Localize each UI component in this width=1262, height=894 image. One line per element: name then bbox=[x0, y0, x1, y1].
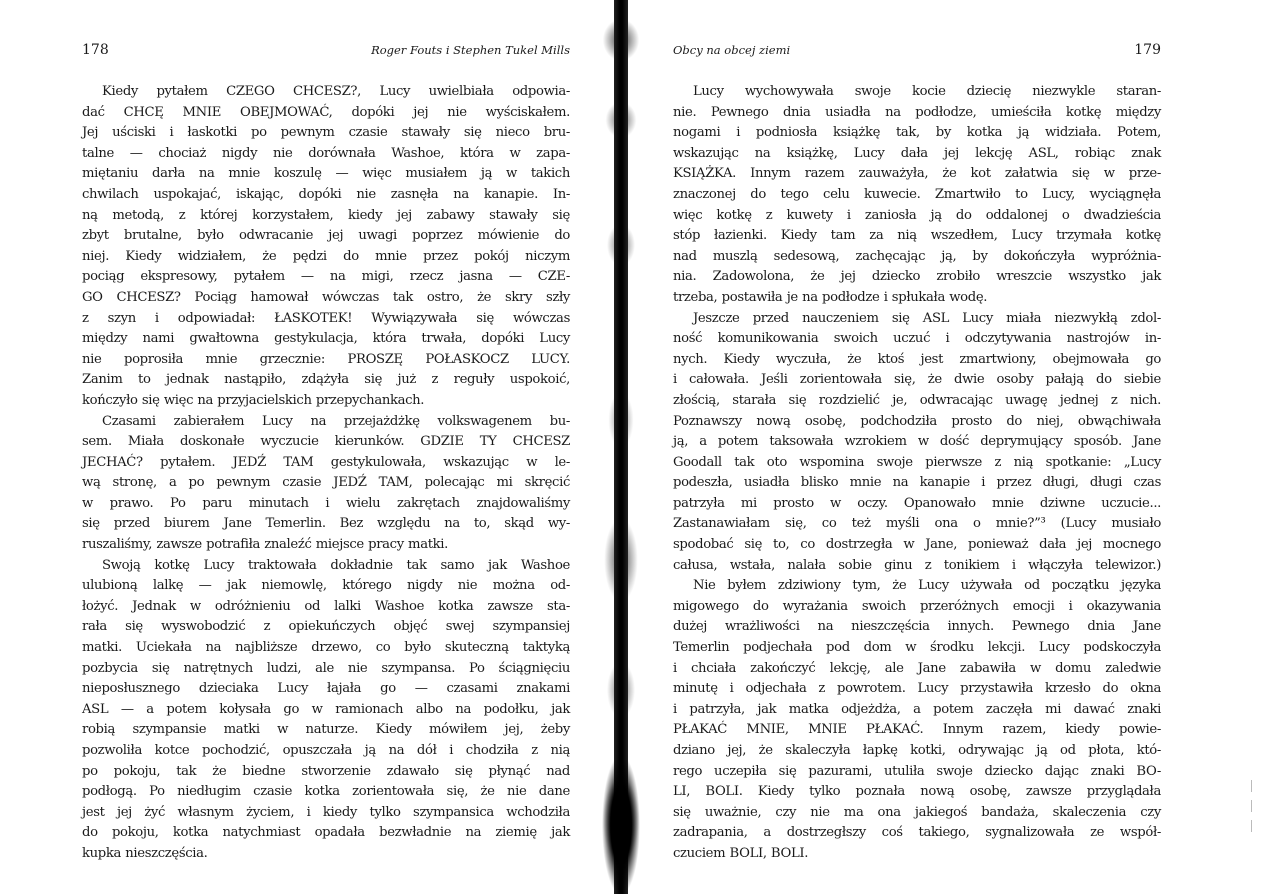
text-line: się przed biurem Jane Temerlin. Bez względu na to, skąd wy- bbox=[82, 516, 570, 532]
text-line: się uważnie, czy nie ma ona jakiegoś bandaża, skaleczenia czy bbox=[673, 804, 1161, 820]
text-line: Lucy wychowywała swoje kocie dziecię niezwykle staran- bbox=[693, 84, 1161, 99]
text-line: ulubioną lalkę — jak niemowlę, którego nigdy nie można od- bbox=[82, 578, 570, 594]
text-line: ją, a potem taksowała wzrokiem w dość deprymujący sposób. Jane bbox=[673, 434, 1161, 450]
book-spine-shadow bbox=[590, 0, 652, 894]
text-line: GO CHCESZ? Pociąg hamował wówczas tak ostro, że skry szły bbox=[82, 289, 570, 305]
text-line: nie. Pewnego dnia usiadła na podłodze, umieściła kotkę między bbox=[673, 104, 1161, 120]
text-line: dziano jej, że skaleczyła łapkę kotki, odrywając ją od płota, któ- bbox=[673, 743, 1161, 758]
text-line: i patrzyła, jak matka odjeżdża, a potem zaczęła mi dawać znaki bbox=[673, 701, 1161, 717]
text-line: zbyt brutalne, było odwracanie jej uwagi poprzez mówienie do bbox=[82, 228, 570, 244]
text-line: Poznawszy nową osobę, podchodziła prosto do niej, obwąchiwała bbox=[673, 413, 1161, 429]
text-line: znaczonej do tego celu kuwecie. Zmartwiło to Lucy, wyciągnęła bbox=[673, 186, 1161, 202]
text-line: ność komunikowania swoich uczuć i odczytywania nastrojów in- bbox=[673, 331, 1161, 347]
text-line: nia. Zadowolona, że jej dziecko zrobiło wreszcie wszystko jak bbox=[673, 269, 1161, 285]
text-line: stóp łazienki. Kiedy tam za nią wszedłem, Lucy trzymała kotkę bbox=[673, 228, 1161, 244]
text-line: Jeszcze przed nauczeniem się ASL Lucy miała niezwykłą zdol- bbox=[693, 310, 1161, 326]
text-line: Goodall tak oto wspomina swoje pierwsze z nią spotkanie: „Lucy bbox=[673, 454, 1161, 470]
body-text bbox=[82, 82, 570, 865]
text-line: Czasami zabierałem Lucy na przejażdżkę volkswagenem bu- bbox=[102, 413, 570, 429]
scan-edge-mark bbox=[1251, 780, 1252, 792]
text-line: niej. Kiedy widziałem, że pędzi do mnie przez pokój niczym bbox=[82, 248, 570, 264]
text-line: zadrapania, a dostrzegłszy coś takiego, sygnalizowała ze współ- bbox=[673, 825, 1161, 841]
text-line: nad muszlą sedesową, zachęcając ją, by dokończyła wypróżnia- bbox=[673, 248, 1161, 264]
text-line: migowego do wyrażania swoich przeróżnych emocji i okazywania bbox=[673, 598, 1161, 614]
text-line: dać CHCĘ MNIE OBEJMOWAĆ, dopóki jej nie wyściskałem. bbox=[82, 104, 570, 120]
text-line: chwilach uspokajać, iskając, dopóki nie zasnęła na kanapie. In- bbox=[82, 186, 570, 202]
text-line: rego uczepiła się pazurami, utuliła swoje dziecko dając znaki BO- bbox=[673, 763, 1161, 779]
text-line: Swoją kotkę Lucy traktowała dokładnie tak samo jak Washoe bbox=[102, 557, 570, 573]
text-line: Jej uściski i łaskotki po pewnym czasie stawały się nieco bru- bbox=[82, 125, 570, 141]
text-line: ną metodą, z której korzystałem, kiedy jej zabawy stawały się bbox=[82, 207, 570, 223]
running-head bbox=[82, 42, 570, 62]
spine-bottom-shadow bbox=[602, 760, 640, 890]
text-line: JECHAĆ? pytałem. JEDŹ TAM gestykulowała, wskazując w le- bbox=[82, 454, 570, 470]
text-line: łożyć. Jednak w odróżnieniu od lalki Washoe kotka zawsze sta- bbox=[82, 598, 570, 614]
text-line: złością, starała się rozdzielić je, odwracając uwagę jednej z nich. bbox=[673, 392, 1161, 408]
text-line: miętaniu darła na mnie koszulę — więc musiałem ją w takich bbox=[82, 166, 570, 182]
text-line: podeszła, usiadła blisko mnie na kanapie i przez długi, długi czas bbox=[673, 475, 1161, 491]
text-line: kończyło się więc na przyjacielskich przepychankach. bbox=[82, 392, 425, 408]
text-line: jest jej żyć własnym życiem, i kiedy tylko szympansica wchodziła bbox=[82, 804, 570, 820]
text-line: i chciała zakończyć lekcję, ale Jane zabawiła w domu zaledwie bbox=[673, 660, 1161, 676]
page-number: 178 bbox=[82, 42, 109, 58]
left-page bbox=[82, 0, 570, 894]
text-line: w prawo. Po paru minutach i wielu zakrętach znajdowaliśmy bbox=[82, 495, 570, 511]
text-line: nych. Kiedy wyczuła, że ktoś jest zmartwiony, obejmowała go bbox=[673, 351, 1161, 367]
text-line: nieposłusznego dzieciaka Lucy łajała go — czasami znakami bbox=[82, 681, 570, 697]
text-line: Zastanawiałam się, co też myśli ona o mnie?”³ (Lucy musiało bbox=[673, 516, 1161, 532]
text-line: pociąg ekspresowy, pytałem — na migi, rzecz jasna — CZE- bbox=[82, 269, 570, 285]
text-line: Nie byłem zdziwiony tym, że Lucy używała od początku języka bbox=[693, 578, 1161, 594]
text-line: nie poprosiła mnie grzecznie: PROSZĘ POŁASKOCZ LUCY. bbox=[82, 351, 570, 367]
text-line: między nami gwałtowna gestykulacja, która trwała, dopóki Lucy bbox=[82, 331, 570, 347]
text-line: do pokoju, kotka natychmiast opadała bezwładnie na ziemię jak bbox=[82, 825, 570, 841]
text-line: Temerlin podjechała pod dom w środku lekcji. Lucy podskoczyła bbox=[673, 640, 1161, 656]
text-line: nogami i podniosła książkę tak, by kotka ją widziała. Potem, bbox=[673, 125, 1161, 141]
text-line: KSIĄŻKA. Innym razem zauważyła, że kot załatwia się w prze- bbox=[673, 166, 1161, 182]
text-line: ASL — a potem kołysała go w ramionach albo na podołku, jak bbox=[82, 701, 570, 717]
text-line: pozwoliła kotce pochodzić, opuszczała ją na dół i chodziła z nią bbox=[82, 743, 570, 758]
text-line: podłogą. Po niedługim czasie kotka zorientowała się, że nie dane bbox=[82, 784, 570, 800]
text-line: robią szympansie matki w naturze. Kiedy mówiłem jej, żeby bbox=[82, 722, 570, 738]
scan-edge-mark bbox=[1251, 800, 1252, 812]
page-number: 179 bbox=[1134, 42, 1161, 58]
text-line: czuciem BOLI, BOLI. bbox=[673, 845, 809, 861]
text-line: talne — chociaż nigdy nie dorównała Washoe, która w zapa- bbox=[82, 145, 570, 161]
text-line: po pokoju, tak że biedne stworzenie zdawało się płynąć nad bbox=[82, 763, 570, 779]
text-line: całusa, wstała, nalała sobie ginu z tonikiem i włączyła telewizor.) bbox=[673, 557, 1161, 573]
running-head-title: Roger Fouts i Stephen Tukel Mills bbox=[371, 43, 570, 57]
running-head-title: Obcy na obcej ziemi bbox=[673, 43, 791, 57]
text-line: trzeba, postawiła je na podłodze i spłukała wodę. bbox=[673, 289, 988, 305]
text-line: LI, BOLI. Kiedy tylko poznała nową osobę, zawsze przyglądała bbox=[673, 784, 1161, 800]
text-line: spodobać się to, co dostrzegła w Jane, ponieważ dała jej mocnego bbox=[673, 537, 1161, 553]
text-line: kupka nieszczęścia. bbox=[82, 845, 208, 861]
text-line: wą stronę, a po pewnym czasie JEDŹ TAM, polecając mi skręcić bbox=[82, 475, 570, 491]
right-page bbox=[673, 0, 1161, 894]
text-line: ruszaliśmy, zawsze potrafiła znaleźć miejsce pracy matki. bbox=[82, 537, 449, 553]
text-line: sem. Miała doskonałe wyczucie kierunków. GDZIE TY CHCESZ bbox=[82, 434, 570, 450]
text-line: pozbycia się natrętnych ludzi, ale nie szympansa. Po ściągnięciu bbox=[82, 660, 570, 676]
text-line: Zanim to jednak nastąpiło, zdążyła się już z reguły uspokoić, bbox=[82, 372, 570, 388]
body-text bbox=[673, 82, 1161, 865]
text-line: rała się wyswobodzić z opiekuńczych objęć swej szympansiej bbox=[82, 619, 570, 635]
text-line: więc kotkę z kuwety i zaniosła ją do oddalonej o dwadzieścia bbox=[673, 207, 1161, 223]
text-line: minutę i odjechała z powrotem. Lucy przystawiła krzesło do okna bbox=[673, 681, 1161, 697]
text-line: patrzyła mi prosto w oczy. Opanowało mnie dziwne uczucie... bbox=[673, 495, 1161, 511]
running-head bbox=[673, 42, 1161, 62]
scan-edge-mark bbox=[1251, 820, 1252, 832]
text-line: z szyn i odpowiadał: ŁASKOTEK! Wywiązywała się wówczas bbox=[82, 310, 570, 326]
text-line: PŁAKAĆ MNIE, MNIE PŁAKAĆ. Innym razem, kiedy powie- bbox=[673, 722, 1161, 738]
text-line: dużej wrażliwości na nieszczęścia innych. Pewnego dnia Jane bbox=[673, 619, 1161, 635]
text-line: Kiedy pytałem CZEGO CHCESZ?, Lucy uwielbiała odpowia- bbox=[102, 84, 570, 99]
text-line: i całowała. Jeśli zorientowała się, że dwie osoby pałają do siebie bbox=[673, 372, 1161, 388]
text-line: matki. Uciekała na najbliższe drzewo, co było skuteczną taktyką bbox=[82, 640, 570, 656]
text-line: wskazując na książkę, Lucy dała jej lekcję ASL, robiąc znak bbox=[673, 145, 1161, 161]
